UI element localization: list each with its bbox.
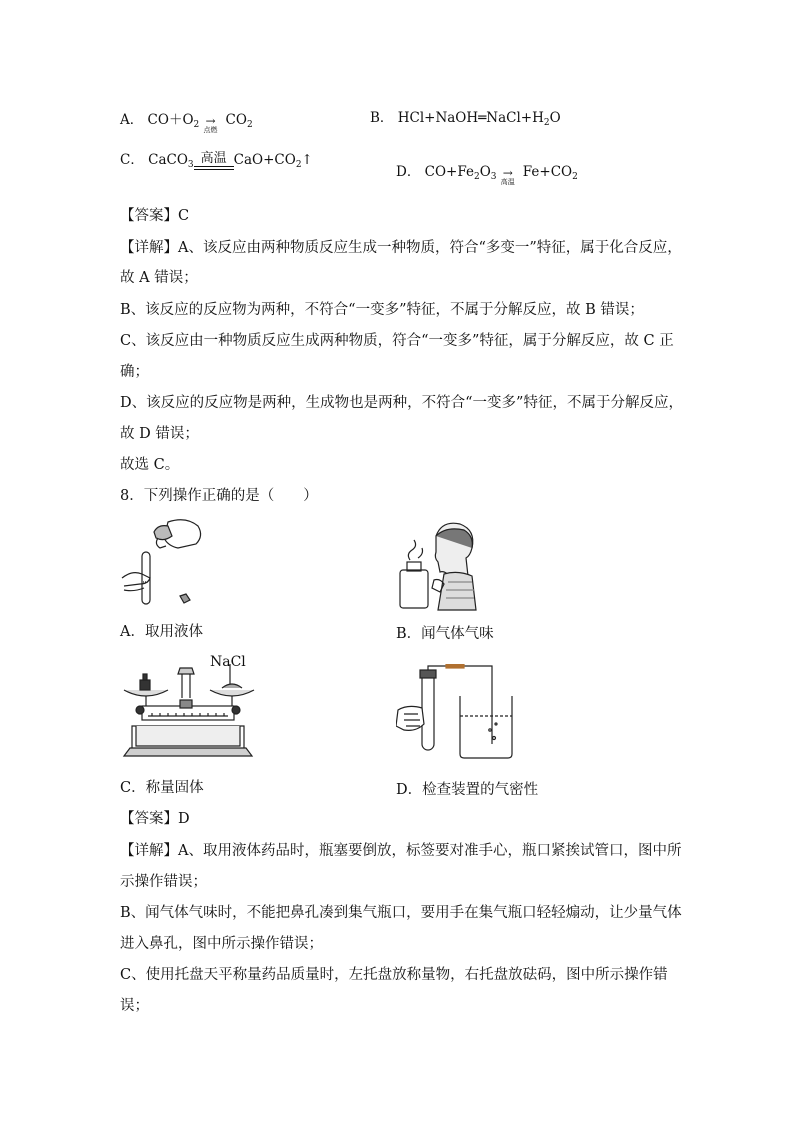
- reaction-arrow: → 点燃: [203, 113, 218, 134]
- explain-7-line: C、该反应由一种物质反应生成两种物质，符合“一变多”特征，属于分解反应，故 C 正: [120, 333, 674, 349]
- explain-8-line: 示操作错误；: [120, 874, 207, 890]
- explain-8-line: 进入鼻孔，图中所示操作错误；: [120, 936, 323, 952]
- option-d-sub1: 2: [473, 172, 480, 182]
- option-b-text: HCl+NaOH═NaCl+H: [397, 110, 544, 126]
- option-d-sub2: 3: [490, 172, 497, 182]
- nacl-label: NaCl: [210, 654, 246, 670]
- explain-8-line: 误；: [120, 998, 149, 1014]
- explain-8-line: C、使用托盘天平称量药品质量时，左托盘放称量物，右托盘放砝码，图中所示操作错: [120, 967, 668, 983]
- explain-7-line: 故 D 错误；: [120, 426, 199, 442]
- option-d-left: CO+Fe: [424, 164, 474, 180]
- explain-7-line: 故选 C。: [120, 457, 180, 473]
- option-c-left: CaCO: [148, 152, 188, 168]
- option-b-tail: O: [549, 110, 561, 126]
- answer-7: 【答案】C: [120, 208, 190, 224]
- option-a-left: CO＋O: [147, 112, 194, 128]
- option-d-label: D．: [396, 164, 421, 180]
- figure-smell-gas: [396, 518, 480, 612]
- option-c-right: CaO+CO: [233, 152, 296, 168]
- option-b-sub: 2: [543, 118, 550, 128]
- caption-a: A．取用液体: [120, 624, 203, 640]
- option-c: [120, 148, 313, 170]
- option-a: [120, 108, 253, 134]
- option-b-label: B．: [370, 110, 394, 126]
- option-d-mid: O: [479, 164, 491, 180]
- explain-7-line: 【详解】A、该反应由两种物质反应生成一种物质，符合“多变一”特征，属于化合反应，: [120, 240, 682, 256]
- option-c-right-sub: 2: [295, 160, 302, 170]
- option-a-right: CO: [225, 112, 247, 128]
- caption-d: D．检查装置的气密性: [396, 782, 539, 798]
- condition-ignite: 点燃: [203, 125, 218, 134]
- explain-7-line: 故 A 错误；: [120, 270, 198, 286]
- option-b: [370, 106, 561, 128]
- reaction-arrow: → 高温: [500, 165, 515, 186]
- question-8: 8．下列操作正确的是（ ）: [120, 488, 318, 504]
- explain-7-line: B、该反应的反应物为两种，不符合“一变多”特征，不属于分解反应，故 B 错误；: [120, 302, 644, 318]
- option-d-right-sub: 2: [572, 172, 578, 182]
- caption-c: C．称量固体: [120, 780, 204, 796]
- condition-high-temp: 高温: [500, 177, 515, 186]
- answer-8: 【答案】D: [120, 811, 190, 827]
- explain-7-line: D、该反应的反应物是两种，生成物也是两种，不符合“一变多”特征，不属于分解反应，: [120, 395, 683, 411]
- option-c-left-sub: 3: [187, 160, 194, 170]
- option-d: [396, 160, 578, 186]
- figure-balance: [118, 660, 258, 770]
- option-a-o-sub: 2: [193, 120, 200, 130]
- option-a-label: A．: [120, 112, 144, 128]
- option-c-label: C．: [120, 152, 144, 168]
- explain-8-line: 【详解】A、取用液体药品时，瓶塞要倒放，标签要对准手心，瓶口紧挨试管口，图中所: [120, 843, 682, 859]
- option-a-right-sub: 2: [246, 120, 253, 130]
- explain-7-line: 确；: [120, 364, 149, 380]
- condition-high-temp: 高温: [200, 151, 227, 166]
- caption-b: B．闻气体气味: [396, 626, 494, 642]
- figure-airtightness: [396, 664, 516, 768]
- explain-8-line: B、闻气体气味时，不能把鼻孔凑到集气瓶口，要用手在集气瓶口轻轻煽动，让少量气体: [120, 905, 682, 921]
- reaction-equal-sign: [194, 153, 234, 170]
- figure-pour-liquid: [118, 512, 218, 612]
- option-d-right: Fe+CO: [522, 164, 573, 180]
- gas-arrow: ↑: [301, 152, 313, 168]
